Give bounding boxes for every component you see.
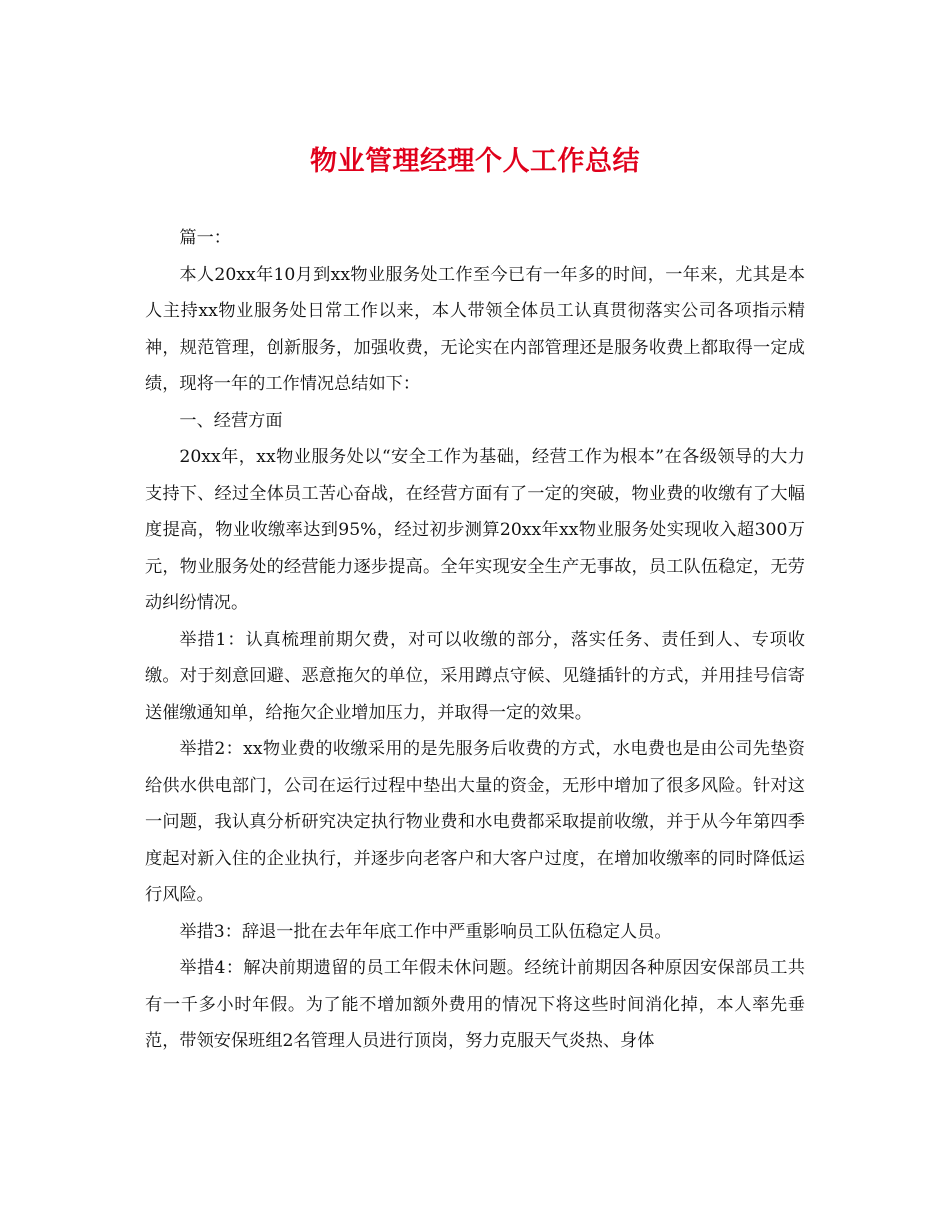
paragraph-measure-4: 举措4：解决前期遗留的员工年假未休问题。经统计前期因各种原因安保部员工共有一千多小时年假。为了能不增加额外费用的情况下将这些时间消化掉，本人率先垂范，带领安保班组2名管理人员进行顶岗，努力克服天气炎热、身体 [145,958,805,1051]
paragraph-operations: 20xx年，xx物业服务处以“安全工作为基础，经营工作为根本”在各级领导的大力支持下、经过全体员工苦心奋战，在经营方面有了一定的突破，物业费的收缴有了大幅度提高，物业收缴率达到95%，经过初步测算20xx年xx物业服务处实现收入超300万元，物业服务处的经营能力逐步提高。全年实现安全生产无事故，员工队伍稳定，无劳动纠纷情况。 [145,447,805,613]
document-body [145,220,805,1060]
paragraph-section-label: 篇一： [179,228,231,248]
paragraph-measure-3: 举措3：辞退一批在去年年底工作中严重影响员工队伍稳定人员。 [179,921,672,942]
paragraph-measure-1: 举措1：认真梳理前期欠费，对可以收缴的部分，落实任务、责任到人、专项收缴。对于刻意回避、恶意拖欠的单位，采用蹲点守候、见缝插针的方式，并用挂号信寄送催缴通知单，给拖欠企业增加压力，并取得一定的效果。 [145,629,805,723]
document-title: 物业管理经理个人工作总结 [310,146,640,177]
heading-operations: 一、经营方面 [179,410,283,431]
paragraph-measure-2: 举措2：xx物业费的收缴采用的是先服务后收费的方式，水电费也是由公司先垫资给供水供电部门，公司在运行过程中垫出大量的资金，无形中增加了很多风险。针对这一问题，我认真分析研究决定执行物业费和水电费都采取提前收缴，并于从今年第四季度起对新入住的企业执行，并逐步向老客户和大客户过度，在增加收缴率的同时降低运行风险。 [145,739,805,905]
paragraph-intro: 本人20xx年10月到xx物业服务处工作至今已有一年多的时间，一年来，尤其是本人主持xx物业服务处日常工作以来，本人带领全体员工认真贯彻落实公司各项指示精神，规范管理，创新服务，加强收费，无论实在内部管理还是服务收费上都取得一定成绩，现将一年的工作情况总结如下： [145,264,805,394]
